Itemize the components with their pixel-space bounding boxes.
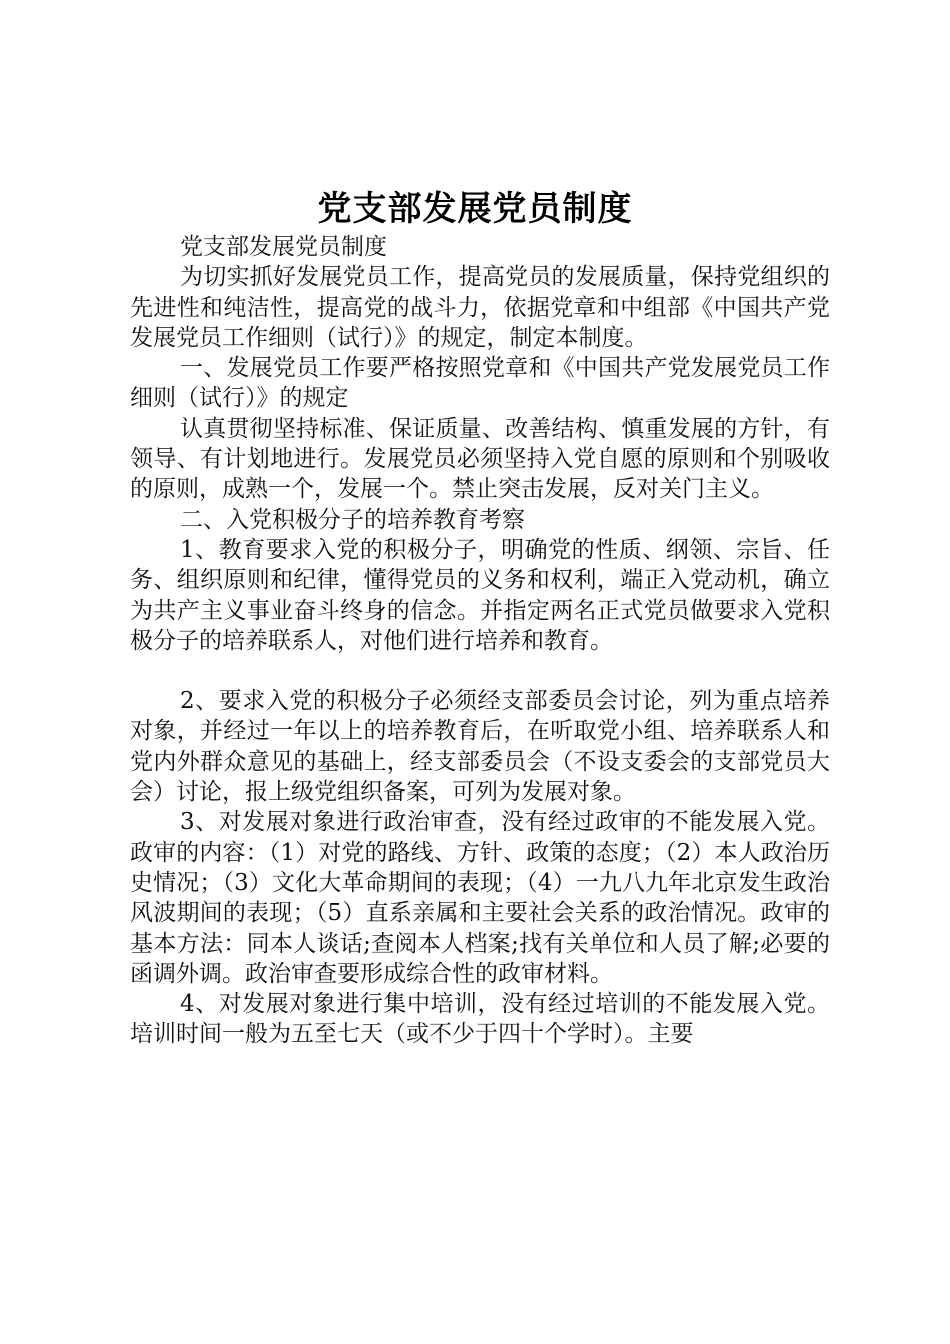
section-heading-2: 二、入党积极分子的培养教育考察 (180, 506, 525, 533)
paragraph-item-2: 2、要求入党的积极分子必须经支部委员会讨论，列为重点培养对象，并经过一年以上的培养教育后，在听取党小组、培养联系人和党内外群众意见的基础上，经支部委员会（不设支委会的支部党员大会）讨论，报上级党组织备案，可列为发展对象。 (130, 688, 830, 806)
paragraph-item-1: 1、教育要求入党的积极分子，明确党的性质、纲领、宗旨、任务、组织原则和纪律，懂得党员的义务和权利，端正入党动机，确立为共产主义事业奋斗终身的信念。并指定两名正式党员做要求入党积极分子的培养联系人，对他们进行培养和教育。 (130, 536, 830, 654)
paragraph-subtitle: 党支部发展党员制度 (180, 234, 387, 260)
section-heading-1: 一、发展党员工作要严格按照党章和《中国共产党发展党员工作细则（试行）》的规定 (130, 355, 830, 412)
paragraph-intro: 为切实抓好发展党员工作，提高党员的发展质量，保持党组织的先进性和纯洁性，提高党的战斗力，依据党章和中组部《中国共产党发展党员工作细则（试行）》的规定，制定本制度。 (130, 264, 830, 351)
document-title: 党支部发展党员制度 (317, 189, 633, 229)
paragraph-item-3: 3、对发展对象进行政治审查，没有经过政审的不能发展入党。政审的内容：（1）对党的路线、方针、政策的态度；（2）本人政治历史情况；（3）文化大革命期间的表现；（4）一九八九年北京发生政治风波期间的表现；（5）直系亲属和主要社会关系的政治情况。政审的基本方法：同本人谈话;查阅本人档案;找有关单位和人员了解;必要的函调外调。政治审查要形成综合性的政审材料。 (130, 809, 830, 987)
document-body (130, 232, 830, 1050)
paragraph-item-4: 4、对发展对象进行集中培训，没有经过培训的不能发展入党。培训时间一般为五至七天（或不少于四十个学时）。主要 (130, 991, 830, 1048)
paragraph-principles: 认真贯彻坚持标准、保证质量、改善结构、慎重发展的方针，有领导、有计划地进行。发展党员必须坚持入党自愿的原则和个别吸收的原则，成熟一个，发展一个。禁止突击发展，反对关门主义。 (130, 415, 830, 503)
